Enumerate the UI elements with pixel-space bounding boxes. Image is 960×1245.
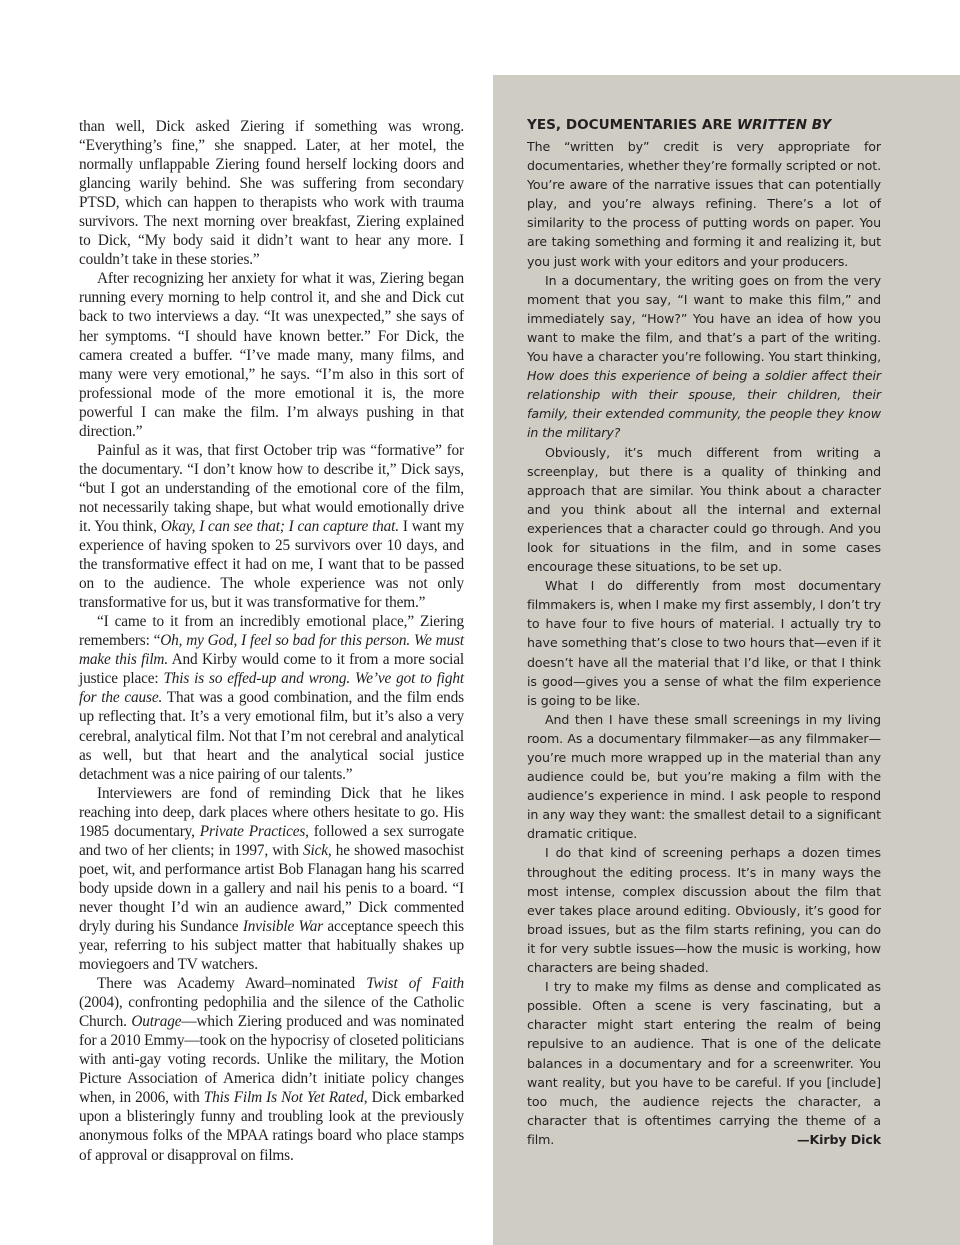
text-run: than well, Dick asked Ziering if something was wrong. “Everything’s fine,” she snapped. Later, at her motel, the normally unflappable Ziering found herself locking doors and glancing warily behind. She was suffering from secondary PTSD, which can happen to therapists who work with trauma survivors. The next morning over breakfast, Ziering explained to Dick, “My body said it didn’t want to hear any more. I couldn’t take in these stories.”: [79, 118, 464, 269]
article-body: [79, 117, 464, 1165]
italic-text: Oh, my God, I feel so bad for this person. We must make this film.: [79, 632, 464, 669]
sidebar-paragraph: [527, 843, 881, 977]
italic-text: This is so effed-up and wrong. We’ve got to fight for the cause.: [79, 670, 464, 707]
text-run: I want my experience of having spoken to 25 survivors over 10 days, and the transformative effect it had on me, I want that to be passed on to the audience. The whole experience was not only transformative for us, but it was transformative for them.”: [79, 517, 464, 612]
text-run: acceptance speech this year, referring to his subject matter that habitually shakes up moviegoers and TV watchers.: [79, 917, 464, 974]
italic-text: This Film Is Not Yet Rated,: [203, 1089, 368, 1107]
italic-text: Sick,: [303, 841, 332, 859]
byline: —Kirby Dick: [796, 1131, 881, 1147]
sidebar-paragraph: [527, 271, 881, 443]
sidebar-heading-plain: YES, DOCUMENTARIES ARE: [527, 117, 737, 133]
sidebar-paragraph-text: [527, 979, 881, 1147]
text-run: The “written by” credit is very appropriate for documentaries, whether they’re formally scripted or not. You’re aware of the narrative issues that can potentially play, and you’re always refining. There’s a lot of similarity to the process of putting words on paper. You are taking something and forming it and realizing it, but you just work with your editors and your producers.: [527, 139, 881, 269]
sidebar-paragraph: [527, 443, 881, 577]
text-run: In a documentary, the writing goes on from the very moment that you say, “I want to make this film,” and immediately say, “How?” You have an idea of how you want to make the film, and that’s a part of the writing. You have a character you’re following. You start thinking,: [527, 272, 881, 365]
article-paragraph: [79, 974, 464, 1164]
text-run: I try to make my films as dense and complicated as possible. Often a scene is very fascinating, but a character might start entering the realm of being repulsive to an audience. That is one of the delicate balances in a documentary and for a screenwriter. You want reality, but you have to be careful. If you [include] too much, the audience rejects the character, a character that is oftentimes carrying the theme of a film.: [527, 979, 881, 1147]
text-run: —which Ziering produced and was nominated for a 2010 Emmy—took on the hypocrisy of closeted politicians with anti-gay voting records. Unlike the military, the Motion Picture Association of America didn’t initiate policy changes when, in 2006, with: [79, 1013, 464, 1107]
sidebar-heading-italic: WRITTEN BY: [736, 117, 832, 133]
text-run: There was Academy Award–nominated: [97, 975, 367, 993]
text-run: Painful as it was, that first October trip was “formative” for the documentary. “I don’t know how to describe it,” Dick says, “but I got an understanding of the emotional core of the film, not necessarily taking shape, but what would emotionally drive it. You think,: [79, 441, 464, 535]
article-paragraph: [79, 441, 464, 612]
text-run: And Kirby would come to it from a more social justice place:: [79, 651, 464, 688]
sidebar-paragraph: [527, 137, 881, 271]
text-run: Interviewers are fond of reminding Dick that he likes reaching into deep, dark places where others hesitate to go. His 1985 documentary,: [79, 784, 464, 840]
italic-text: Twist of Faith: [366, 975, 465, 993]
sidebar-paragraph: [527, 710, 881, 844]
text-run: After recognizing her anxiety for what it was, Ziering began running every morning to help control it, and she and Dick cut back to two interviews a day. “It was unexpected,” she says of her symptoms. “I should have known better.” For Dick, the camera created a buffer. “I’ve made many, many films, and many were very emotional,” he says. “I’m also in this sort of professional mode of the more emotional it is, the more powerful I can make the film. I’m always pushing in that direction.”: [79, 270, 464, 440]
text-run: I do that kind of screening perhaps a dozen times throughout the editing process. It’s in many ways the most intense, complex discussion about the film that ever takes place around editing. Obviously, it’s good for broad issues, but as the film starts refining, you can do it for very subtle issues—how the music is working, how characters are being shaded.: [527, 845, 881, 976]
sidebar-paragraph: [527, 977, 881, 1149]
text-run: What I do differently from most documentary filmmakers is, when I make my first assembly, I don’t try to have four to five hours of material. I actually try to have something that’s close to two hours that—even if it doesn’t have all the material that I’d like, or that I think is good—gives you a sense of what the film experience is going to be like.: [527, 578, 881, 708]
text-run: And then I have these small screenings in my living room. As a documentary filmmaker—as any filmmaker—you’re much more wrapped up in the material than any audience could be, but you’re making a film with the audience’s experience in mind. I ask people to respond in any way they want: the smallest detail to a significant dramatic critique.: [527, 711, 881, 842]
sidebar-text: [527, 115, 881, 1149]
italic-text: How does this experience of being a soldier affect their relationship with their spouse, their children, their family, their extended community, the people they know in the military?: [527, 368, 881, 441]
article-paragraph: [79, 784, 464, 974]
italic-text: Okay, I can see that; I can capture that.: [160, 517, 399, 535]
article-paragraph: [79, 117, 464, 269]
text-run: (2004), confronting pedophilia and the silence of the Catholic Church.: [79, 994, 464, 1031]
italic-text: Outrage: [131, 1013, 182, 1031]
text-run: That was a good combination, and the film ends up reflecting that. It’s a very emotional film, but it’s also a very cerebral, analytical film. Not that I’m not cerebral and analytical as well, but that heart and the analytical social justice detachment was a nice pairing of our talents.”: [79, 689, 464, 783]
italic-text: Private Practices,: [199, 822, 309, 840]
text-run: he showed masochist poet, wit, and performance artist Bob Flanagan hang his scarred body upside down in a gallery and nail his penis to a board. “I never thought I’d win an audience award,” Dick commented dryly during his Sundance: [79, 841, 464, 935]
text-run: Obviously, it’s much different from writing a screenplay, but there is a quality of thinking and approach that are similar. You think about a character and you think about all the internal and external experiences that a character could go through. And you look for situations in the film, and in some cases encourage these situations, to be set up.: [527, 444, 881, 575]
sidebar-paragraph: [527, 576, 881, 710]
text-run: “I came to it from an incredibly emotional place,” Ziering remembers: “: [79, 613, 464, 650]
italic-text: Invisible War: [242, 917, 324, 935]
article-paragraph: [79, 269, 464, 440]
text-run: followed a sex surrogate and two of her clients; in 1997, with: [79, 822, 464, 859]
sidebar-heading: [527, 115, 881, 135]
text-run: Dick embarked upon a blisteringly funny and troubling look at the previously anonymous folks of the MPAA ratings board who place stamps of approval or disapproval on films.: [79, 1089, 464, 1164]
article-paragraph: [79, 612, 464, 783]
